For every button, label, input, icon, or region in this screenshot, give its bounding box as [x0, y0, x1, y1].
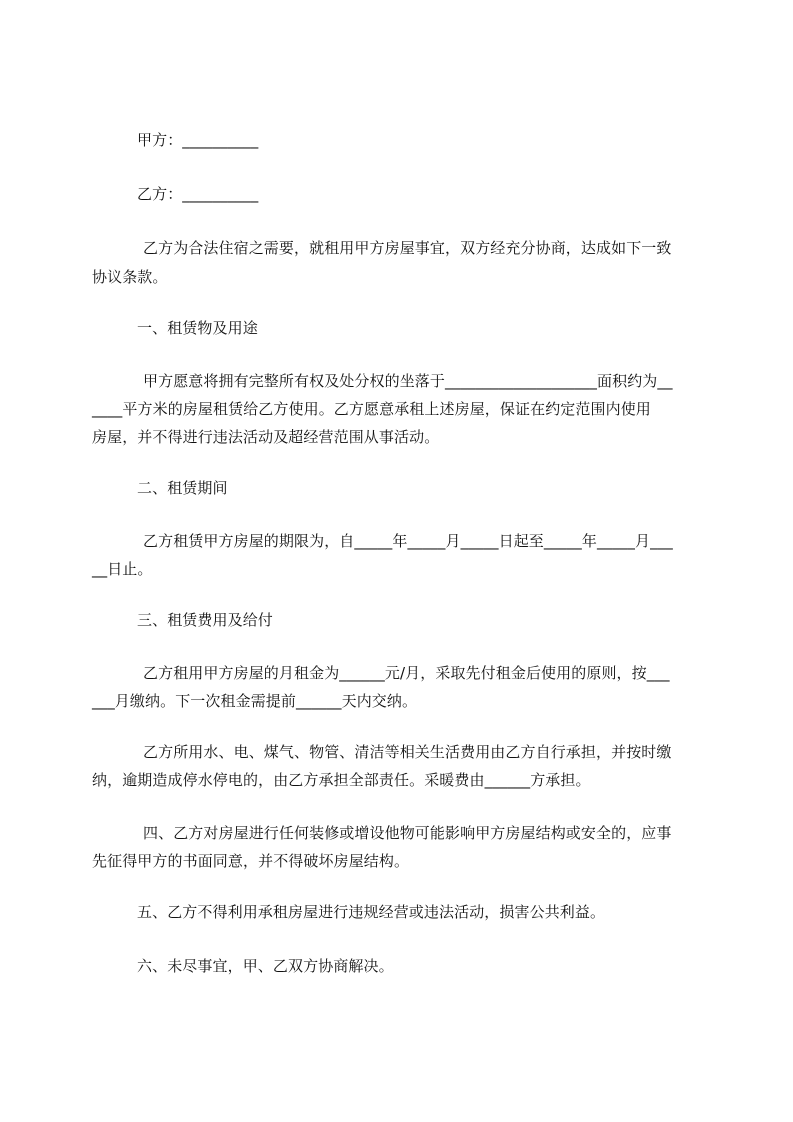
section-3-para-2-line-2: 纳，逾期造成停水停电的，由乙方承担全部责任。采暖费由______方承担。: [92, 771, 591, 789]
section-1-line-3: 房屋，并不得进行违法活动及超经营范围从事活动。: [92, 428, 440, 446]
section-1-line-1: 甲方愿意将拥有完整所有权及处分权的坐落于____________________面积约为__: [143, 372, 673, 390]
section-2-line-1: 乙方租赁甲方房屋的期限为，自_____年_____月_____日起至_____年_____月___: [143, 532, 673, 550]
party-a-line: 甲方：__________: [137, 131, 259, 149]
section-1-line-2: ____平方米的房屋租赁给乙方使用。乙方愿意承租上述房屋，保证在约定范围内使用: [92, 400, 651, 418]
section-3-para-1-line-1: 乙方租用甲方房屋的月租金为______元/月，采取先付租金后使用的原则，按___: [143, 664, 670, 682]
section-3-para-2-line-1: 乙方所用水、电、煤气、物管、清洁等相关生活费用由乙方自行承担，并按时缴: [143, 743, 672, 761]
section-6-line: 六、未尽事宜，甲、乙双方协商解决。: [137, 957, 394, 975]
section-2-line-2: __日止。: [92, 560, 153, 578]
section-5-line: 五、乙方不得利用承租房屋进行违规经营或违法活动，损害公共利益。: [137, 903, 606, 921]
section-1-heading: 一、租赁物及用途: [137, 319, 258, 337]
intro-line-1: 乙方为合法住宿之需要，就租用甲方房屋事宜，双方经充分协商，达成如下一致: [143, 239, 672, 257]
section-4-line-2: 先征得甲方的书面同意，并不得破坏房屋结构。: [92, 852, 410, 870]
section-3-heading: 三、租赁费用及给付: [137, 611, 273, 629]
party-b-line: 乙方：__________: [137, 185, 259, 203]
section-2-heading: 二、租赁期间: [137, 479, 228, 497]
intro-line-2: 协议条款。: [92, 268, 168, 286]
section-4-line-1: 四、乙方对房屋进行任何装修或增设他物可能影响甲方房屋结构或安全的，应事: [143, 824, 672, 842]
section-3-para-1-line-2: ___月缴纳。下一次租金需提前______天内交纳。: [92, 692, 418, 710]
